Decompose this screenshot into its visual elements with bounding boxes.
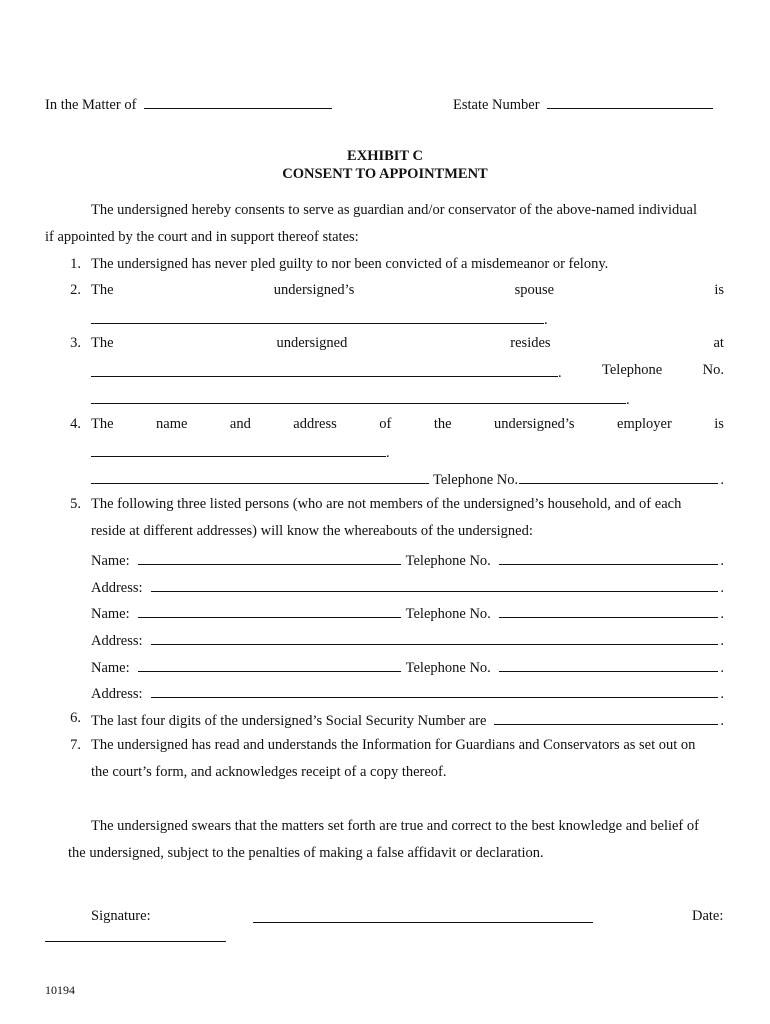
date-input-line[interactable] <box>45 941 226 942</box>
item-4-word: of <box>379 416 392 432</box>
item-7-line-2: the court’s form, and acknowledges receipt of a copy thereof. <box>91 764 447 780</box>
item-5-line-1: The following three listed persons (who are not members of the undersigned’s household, and of each <box>91 496 682 512</box>
person-2-name-input-line[interactable] <box>138 603 401 618</box>
person-1-address-row <box>91 577 724 597</box>
item-4-word: and <box>229 416 251 432</box>
person-3-address-row <box>91 683 724 703</box>
closing-line-2: the undersigned, subject to the penalties of making a false affidavit or declaration. <box>68 845 544 861</box>
person-2-name-row <box>91 603 724 623</box>
telephone-label: Telephone No. <box>405 606 491 622</box>
item-3-word: The <box>91 335 114 351</box>
person-2-telephone-input-line[interactable] <box>499 603 719 618</box>
person-3-telephone-input-line[interactable] <box>499 657 719 672</box>
period: . <box>720 633 724 649</box>
employer-telephone-label: Telephone No. <box>433 472 519 488</box>
item-5-line-2: reside at different addresses) will know the whereabouts of the undersigned: <box>91 523 533 539</box>
period: . <box>558 365 562 381</box>
item-1-number: 1. <box>70 256 81 272</box>
item-4-number: 4. <box>70 416 81 432</box>
ssn-last-four-input-line[interactable] <box>494 710 718 725</box>
period: . <box>386 445 390 461</box>
employer-address-field <box>91 469 724 489</box>
telephone-label: Telephone No. <box>405 660 491 676</box>
item-4-word: is <box>714 416 724 432</box>
intro-line-2: if appointed by the court and in support thereof states: <box>45 229 359 245</box>
address-label: Address: <box>91 633 143 649</box>
address-label: Address: <box>91 580 143 596</box>
telephone-label: Telephone No. <box>405 553 491 569</box>
person-1-address-input-line[interactable] <box>151 577 719 592</box>
ssn-row <box>91 710 724 730</box>
telephone-label-part2: No. <box>702 362 724 378</box>
person-2-address-input-line[interactable] <box>151 630 719 645</box>
item-6-number: 6. <box>70 710 81 726</box>
item-2-number: 2. <box>70 282 81 298</box>
item-7-number: 7. <box>70 737 81 753</box>
item-4-text <box>91 416 724 433</box>
item-2-word: undersigned’s <box>273 282 355 298</box>
person-3-address-input-line[interactable] <box>151 683 719 698</box>
employer-name-field <box>91 442 390 462</box>
signature-input-line[interactable] <box>253 922 593 923</box>
period: . <box>720 553 724 569</box>
period: . <box>544 312 548 328</box>
item-7-line-1: The undersigned has read and understands the Information for Guardians and Conservators as set out on <box>91 737 696 753</box>
intro-line-1: The undersigned hereby consents to serve as guardian and/or conservator of the above-named individual <box>91 202 697 218</box>
item-3-number: 3. <box>70 335 81 351</box>
matter-field <box>45 94 332 114</box>
telephone-label-part1: Telephone <box>602 362 663 378</box>
period: . <box>720 606 724 622</box>
item-4-word: name <box>156 416 188 432</box>
spouse-field <box>91 309 548 329</box>
person-1-telephone-input-line[interactable] <box>499 550 719 565</box>
item-4-word: employer <box>617 416 672 432</box>
date-label: Date: <box>692 908 724 924</box>
employer-name-input-line[interactable] <box>91 442 386 457</box>
period: . <box>720 713 724 729</box>
employer-address-input-line[interactable] <box>91 469 429 484</box>
person-3-name-input-line[interactable] <box>138 657 401 672</box>
period: . <box>626 392 630 408</box>
matter-input-line[interactable] <box>144 94 332 109</box>
item-1-text: The undersigned has never pled guilty to nor been convicted of a misdemeanor or felony. <box>91 256 609 272</box>
period: . <box>720 686 724 702</box>
item-3-word: at <box>713 335 724 351</box>
name-label: Name: <box>91 553 130 569</box>
item-4-word: address <box>293 416 337 432</box>
person-3-name-row <box>91 657 724 677</box>
item-3-text <box>91 335 724 352</box>
item-4-word: the <box>433 416 452 432</box>
period: . <box>720 660 724 676</box>
residence-input-line[interactable] <box>91 362 558 377</box>
employer-telephone-input-line[interactable] <box>519 469 718 484</box>
estate-number-field <box>453 94 713 114</box>
exhibit-title: EXHIBIT C <box>347 148 423 164</box>
item-2-word: The <box>91 282 114 298</box>
item-4-word: undersigned’s <box>494 416 575 432</box>
closing-line-1: The undersigned swears that the matters set forth are true and correct to the best knowledge and belief of <box>91 818 699 834</box>
estate-number-input-line[interactable] <box>547 94 713 109</box>
person-1-name-input-line[interactable] <box>138 550 401 565</box>
item-6-text: The last four digits of the undersigned’s Social Security Number are <box>91 713 487 729</box>
item-2-word: spouse <box>514 282 555 298</box>
form-number: 10194 <box>45 983 75 997</box>
item-4-word: The <box>91 416 114 432</box>
item-2-text <box>91 282 724 299</box>
estate-number-label: Estate Number <box>453 97 540 113</box>
item-2-word: is <box>714 282 724 298</box>
address-label: Address: <box>91 686 143 702</box>
residence-telephone-input-line[interactable] <box>91 389 626 404</box>
spouse-input-line[interactable] <box>91 309 544 324</box>
person-2-address-row <box>91 630 724 650</box>
item-5-number: 5. <box>70 496 81 512</box>
residence-telephone-field <box>91 389 630 409</box>
person-1-name-row <box>91 550 724 570</box>
period: . <box>720 580 724 596</box>
period: . <box>720 472 724 488</box>
document-title: CONSENT TO APPOINTMENT <box>282 166 488 182</box>
name-label: Name: <box>91 660 130 676</box>
name-label: Name: <box>91 606 130 622</box>
matter-label: In the Matter of <box>45 97 137 113</box>
item-3-word: resides <box>510 335 551 351</box>
signature-label: Signature: <box>91 908 151 924</box>
residence-field <box>91 362 724 382</box>
item-3-word: undersigned <box>276 335 348 351</box>
